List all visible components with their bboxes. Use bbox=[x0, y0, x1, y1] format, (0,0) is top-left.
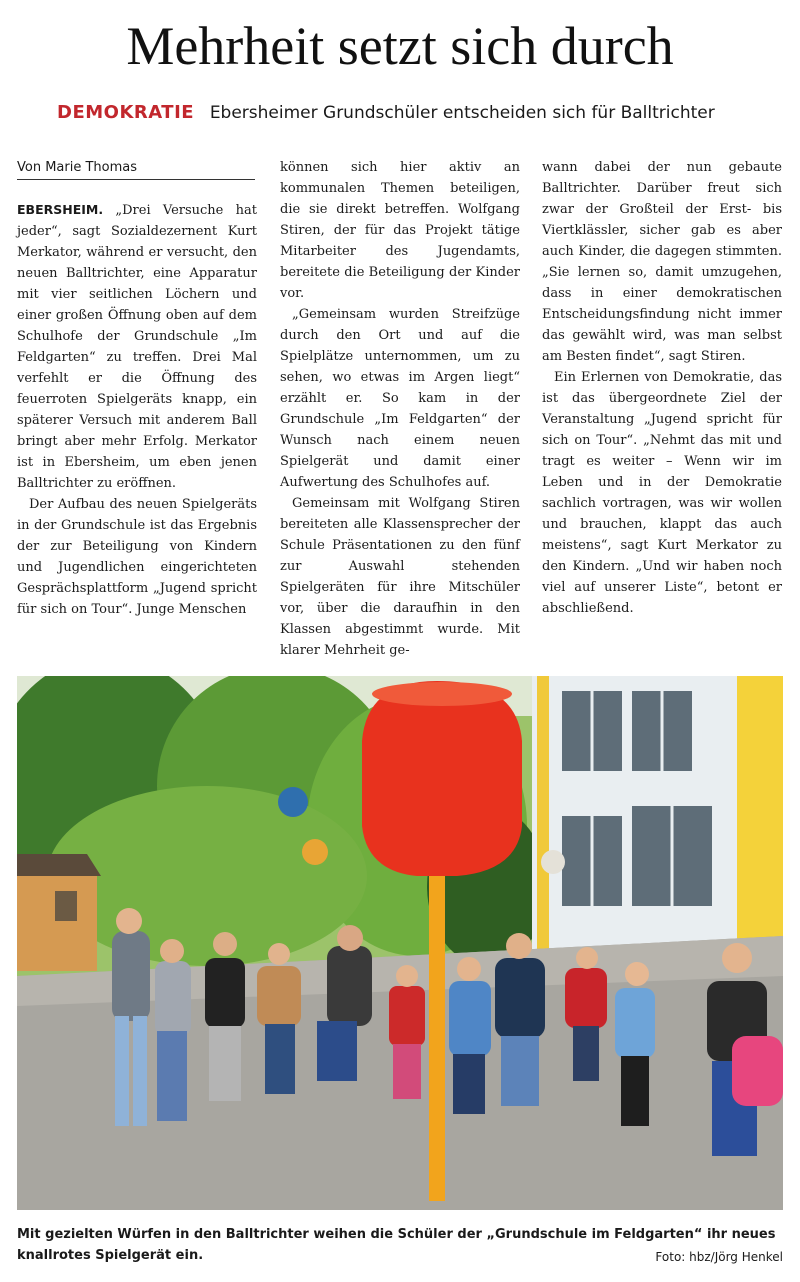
photo-caption: Mit gezielten Würfen in den Balltrichter weihen die Schüler der „Grundschule im Feldgarten“ ihr neues knallrotes Spielgerät ein. bbox=[17, 1227, 776, 1263]
article-paragraph: Gemeinsam mit Wolfgang Stiren bereiteten alle Klassensprecher der Schule Präsentationen zu den fünf zur Auswahl stehenden Spielgeräten für ihre Mitschüler vor, über die daraufhin in den Klassen abgestimmt wurde. Mit klarer Mehrheit ge- bbox=[280, 496, 520, 658]
article-byline: Von Marie Thomas bbox=[17, 158, 255, 180]
article-kicker: DEMOKRATIE bbox=[57, 102, 195, 123]
article-column-3 bbox=[542, 157, 782, 619]
article-paragraph: „Gemeinsam wurden Streifzüge durch den Ort und auf die Spielplätze unternommen, um zu sehen, wo etwas im Argen liegt“ erzählt er. So kam in der Grundschule „Im Feldgarten“ der Wunsch nach einem neuen Spielgerät und damit einer Aufwertung des Schulhofes auf. bbox=[280, 307, 520, 490]
article-paragraph: Ein Erlernen von Demokratie, das ist das übergeordnete Ziel der Veranstaltung „Jugend spricht für sich on Tour“. „Nehmt das mit und tragt es weiter – Wenn wir im Leben und in der Demokratie sachlich vortragen, was wir wollen und brauchen, klappt das auch meistens“, sagt Kurt Merkator zu den Kindern. „Und wir haben noch viel auf unserer Liste“, betont er abschließend. bbox=[542, 370, 782, 616]
article-column-2 bbox=[280, 157, 520, 661]
article-photo bbox=[17, 676, 783, 1210]
photo-credit: Foto: hbz/Jörg Henkel bbox=[655, 1250, 783, 1264]
article-column-1 bbox=[17, 199, 257, 620]
article-subline bbox=[57, 98, 777, 128]
article-dateline: EBERSHEIM. bbox=[17, 202, 104, 217]
article-paragraph bbox=[17, 199, 257, 494]
article-headline: Mehrheit setzt sich durch bbox=[126, 16, 674, 76]
article-deck: Ebersheimer Grundschüler entscheiden sich für Balltrichter bbox=[209, 103, 715, 123]
article-paragraph: Der Aufbau des neuen Spielgeräts in der Grundschule ist das Ergebnis der zur Beteiligung von Kindern und Jugendlichen eingerichteten Gesprächsplattform „Jugend spricht für sich on Tour“. Junge Menschen bbox=[17, 497, 257, 617]
article-paragraph: wann dabei der nun gebaute Balltrichter. Darüber freut sich zwar der Großteil der Erst- bis Viertklässler, sicher gab es aber auch Kinder, die dagegen stimmten. „Sie lernen so, damit umzugehen, dass in einer demokratischen Entscheidungsfindung nicht immer das gewählt wird, was man selbst am Besten findet“, sagt Stiren. bbox=[542, 160, 782, 364]
paragraph-text: „Drei Versuche hat jeder“, sagt Sozialdezernent Kurt Merkator, während er versucht, den neuen Balltrichter, eine Apparatur mit vier seitlichen Löchern und einer großen Öffnung oben auf dem Schulhofe der Grundschule „Im Feldgarten“ zu treffen. Drei Mal verfehlt er die Öffnung des feuerroten Spielgeräts knapp, ein späterer Versuch mit anderem Ball bringt aber mehr Erfolg. Merkator ist in Ebersheim, um eben jenen Balltrichter zu eröffnen. bbox=[17, 203, 258, 491]
article-paragraph: können sich hier aktiv an kommunalen Themen beteiligen, die sie direkt betreffen. Wolfgang Stiren, der für das Projekt tätige Mitarbeiter des Jugendamts, bereitete die Beteiligung der Kinder vor. bbox=[280, 160, 520, 301]
